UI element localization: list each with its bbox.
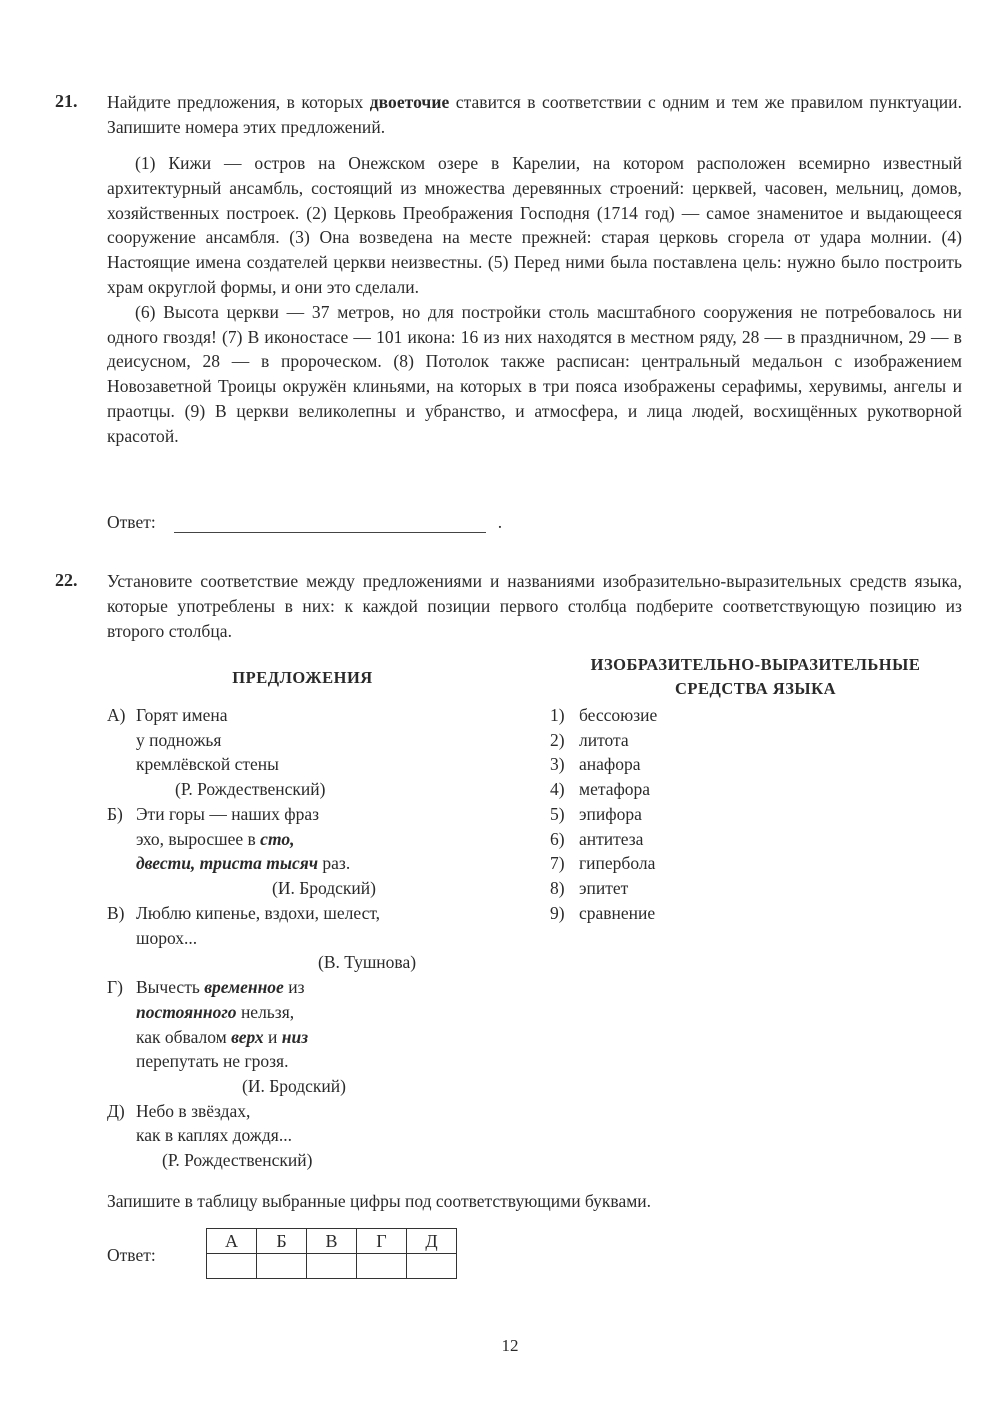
means-item: литота (579, 730, 629, 750)
sentence-line: Небо в звёздах, (136, 1101, 251, 1121)
sentence-text: раз. (318, 853, 351, 873)
sentence-line: Люблю кипенье, вздохи, шелест, (136, 903, 381, 923)
sentence-text: как обвалом (136, 1027, 232, 1047)
means-number: 8) (550, 878, 565, 898)
means-item: эпифора (579, 804, 642, 824)
prompt-text: Найдите предложения, в которых (107, 92, 370, 112)
sentence-letter: Г) (107, 977, 123, 997)
right-column-header (548, 653, 963, 701)
sentence-author: (Р. Рождественский) (162, 1150, 313, 1170)
task-number: 22. (55, 570, 78, 590)
sentence-line (136, 1025, 308, 1050)
means-item: бессоюзие (579, 705, 658, 725)
sentence-line (136, 1000, 294, 1025)
means-number: 2) (550, 730, 565, 750)
sentence-line (136, 827, 294, 852)
left-column-header: ПРЕДЛОЖЕНИЯ (232, 668, 373, 687)
sentence-line: шорох... (136, 928, 198, 948)
sentence-author: (И. Бродский) (272, 878, 376, 898)
means-number: 6) (550, 829, 565, 849)
right-header-line: ИЗОБРАЗИТЕЛЬНО-ВЫРАЗИТЕЛЬНЫЕ (590, 655, 921, 674)
sentence-emphasis: постоянного (136, 1002, 237, 1022)
sentence-letter: В) (107, 903, 125, 923)
prompt-text: ставится в соответствии с одним и тем же правилом пунктуации. Запишите номера этих предложений. (107, 92, 962, 137)
means-item: сравнение (579, 903, 656, 923)
sentence-author: (И. Бродский) (242, 1076, 346, 1096)
sentence-line: у подножья (136, 730, 222, 750)
answer-cell[interactable] (307, 1254, 357, 1279)
answer-table-header: В (307, 1229, 357, 1254)
sentence-line (136, 851, 350, 876)
sentence-text: эхо, выросшее в (136, 829, 261, 849)
answer-table-header: Д (407, 1229, 457, 1254)
means-item: эпитет (579, 878, 629, 898)
answer-cell[interactable] (207, 1254, 257, 1279)
answer-table-header-row (207, 1229, 457, 1254)
means-number: 1) (550, 705, 565, 725)
sentence-emphasis: сто, (260, 829, 295, 849)
answer-table-header: Б (257, 1229, 307, 1254)
answer-table-header: Г (357, 1229, 407, 1254)
right-header-line: СРЕДСТВА ЯЗЫКА (675, 679, 836, 698)
sentence-text: нельзя, (236, 1002, 295, 1022)
means-item: анафора (579, 754, 641, 774)
means-item: антитеза (579, 829, 644, 849)
sentence-emphasis: двести, триста тысяч (136, 853, 319, 873)
means-number: 4) (550, 779, 565, 799)
sentence-text: из (283, 977, 305, 997)
answer-input-line[interactable] (174, 512, 486, 533)
answer-field (107, 512, 502, 533)
sentence-line (136, 975, 304, 1000)
sentence-line: кремлёвской стены (136, 754, 279, 774)
answer-cell[interactable] (407, 1254, 457, 1279)
sentence-emphasis: временное (204, 977, 284, 997)
passage-paragraph: (6) Высота церкви — 37 метров, но для постройки столь масштабного сооружения не потребовалось ни одного гвоздя! (7) В иконостасе — 101 икона: 16 из них находятся в местном ряду, 28 — в праздничном, 29 — в деисусном, 28 — в пророческом. (8) Потолок также расписан: центральный медальон с изображением Новозаветной Троицы окружён клиньями, на которых в три пояса изображены серафимы, херувимы, ангелы и праотцы. (9) В церкви великолепны и убранство, и атмосфера, и лица людей, восхищённых рукотворной красотой. (107, 301, 962, 446)
answer-table-header: А (207, 1229, 257, 1254)
table-instruction: Запишите в таблицу выбранные цифры под соответствующими буквами. (107, 1191, 652, 1211)
text-passage (107, 151, 962, 449)
sentence-letter: Д) (107, 1101, 125, 1121)
task-prompt (107, 90, 962, 140)
means-number: 9) (550, 903, 565, 923)
sentence-line: Горят имена (136, 705, 228, 725)
means-item: метафора (579, 779, 651, 799)
means-number: 7) (550, 853, 565, 873)
sentence-letter: Б) (107, 804, 123, 824)
sentence-line: Эти горы — наших фраз (136, 804, 320, 824)
means-number: 3) (550, 754, 565, 774)
task-number: 21. (55, 91, 78, 111)
answer-cell[interactable] (257, 1254, 307, 1279)
passage-paragraph: (1) Кижи — остров на Онежском озере в Карелии, на котором расположен всемирно известный архитектурный ансамбль, состоящий из множества деревянных строений: церквей, часовен, мельниц, домов, хозяйственных построек. (2) Церковь Преображения Господня (1714 год) — самое знаменитое и выдающееся сооружение ансамбля. (3) Она возведена на месте прежней: старая церковь сгорела от удара молнии. (4) Настоящие имена создателей церкви неизвестны. (5) Перед ними была поставлена цель: нужно было построить храм округлой формы, и они это сделали. (107, 153, 962, 297)
sentence-emphasis: низ (281, 1027, 309, 1047)
sentence-line: как в каплях дождя... (136, 1125, 292, 1145)
task-prompt: Установите соответствие между предложениями и названиями изобразительно-выразительных средств языка, которые употреблены в них: к каждой позиции первого столбца подберите соответствующую позицию из второго столбца. (107, 571, 962, 641)
means-item: гипербола (579, 853, 656, 873)
sentence-emphasis: верх (231, 1027, 264, 1047)
sentence-text: и (263, 1027, 282, 1047)
sentence-line: перепутать не грозя. (136, 1051, 289, 1071)
answer-dot: . (497, 512, 503, 532)
sentence-text: Вычесть (136, 977, 205, 997)
prompt-bold-word: двоеточие (369, 92, 450, 112)
sentence-author: (Р. Рождественский) (175, 779, 326, 799)
answer-table (206, 1228, 457, 1279)
means-number: 5) (550, 804, 565, 824)
answer-table-input-row (207, 1254, 457, 1279)
answer-cell[interactable] (357, 1254, 407, 1279)
sentence-author: (В. Тушнова) (318, 952, 417, 972)
sentence-letter: А) (107, 705, 126, 725)
answer-label: Ответ: (107, 1245, 156, 1265)
page-number: 12 (501, 1336, 519, 1355)
answer-label: Ответ: (107, 512, 156, 532)
